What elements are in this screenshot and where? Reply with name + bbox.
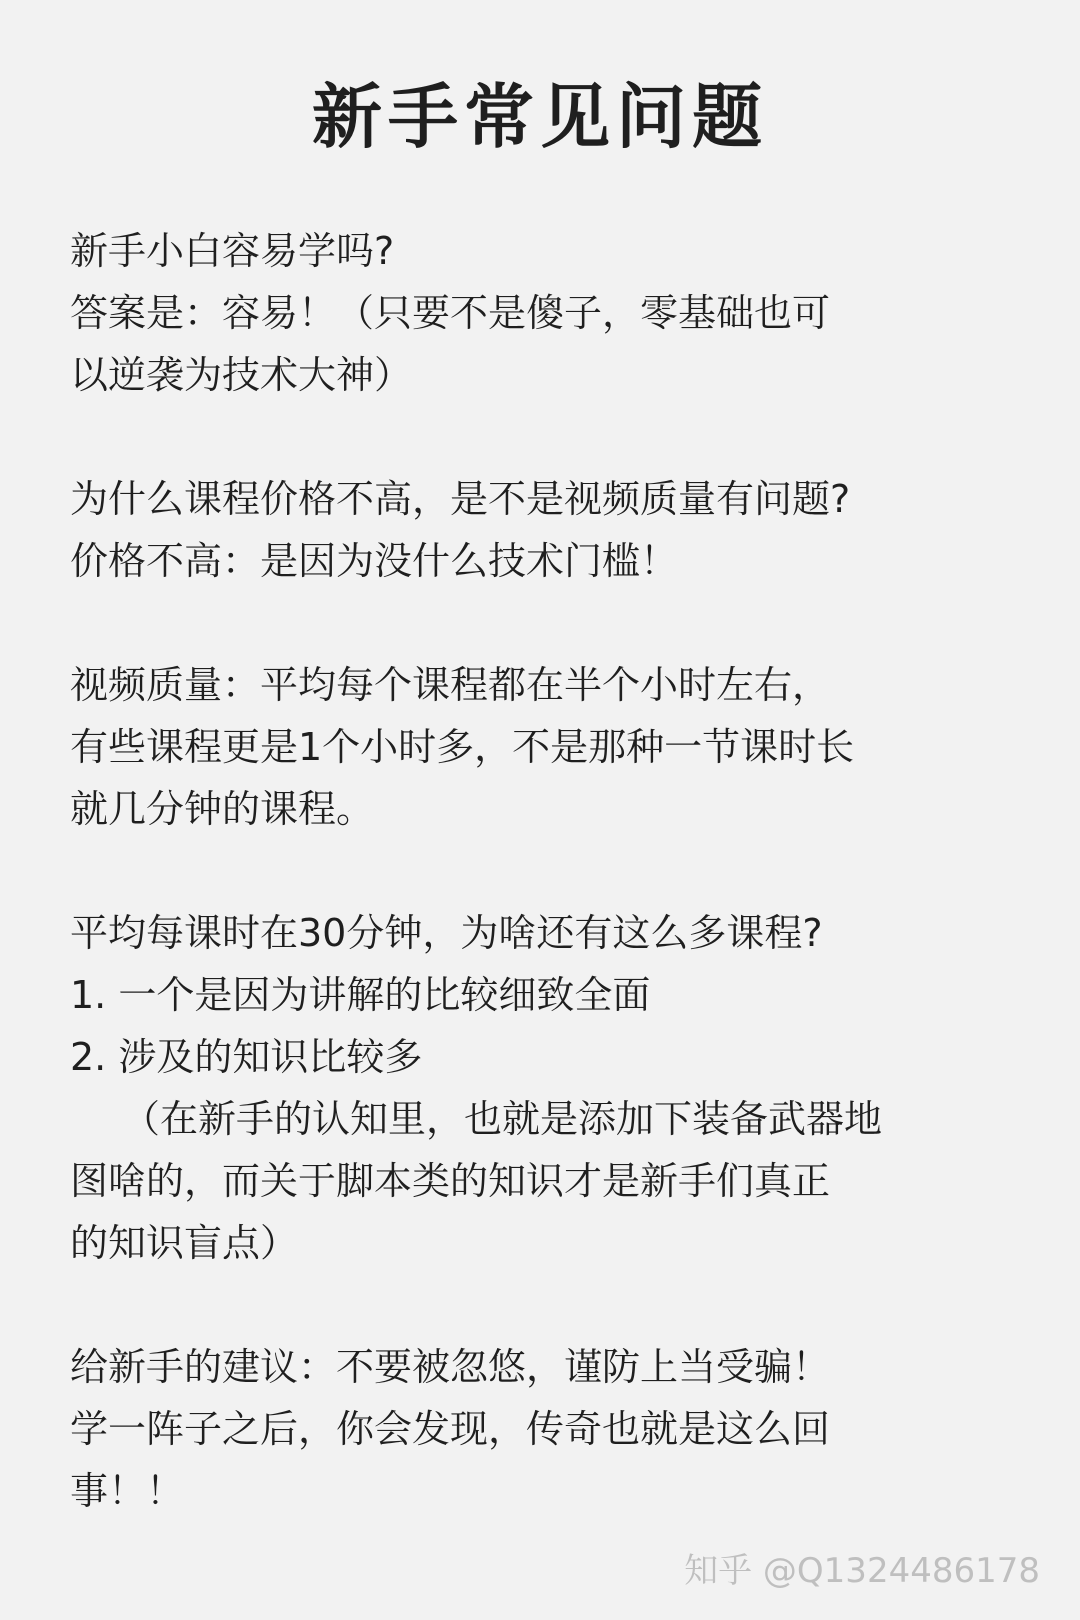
text-line: 事！！: [70, 1469, 185, 1513]
list-item-1: 1. 一个是因为讲解的比较细致全面: [70, 973, 651, 1017]
faq-paragraph-2: [70, 468, 1030, 592]
faq-paragraph-3: [70, 654, 1030, 840]
faq-paragraph-1: [70, 220, 1030, 406]
list-item-2: 2. 涉及的知识比较多: [70, 1035, 423, 1079]
faq-paragraph-5: [70, 1336, 1030, 1522]
text-line: 图啥的，而关于脚本类的知识才是新手们真正: [70, 1159, 831, 1203]
text-line: 有些课程更是1个小时多，不是那种一节课时长: [70, 725, 855, 769]
text-line: 平均每课时在30分钟，为啥还有这么多课程?: [70, 911, 823, 955]
text-line: 为什么课程价格不高，是不是视频质量有问题?: [70, 477, 851, 521]
watermark: 知乎 @Q1324486178: [684, 1551, 1040, 1591]
text-line: 的知识盲点）: [70, 1221, 299, 1265]
text-line: 视频质量：平均每个课程都在半个小时左右，: [70, 663, 831, 707]
text-line: 答案是：容易！（只要不是傻子，零基础也可: [70, 291, 831, 335]
text-line: 价格不高：是因为没什么技术门槛！: [70, 539, 679, 583]
text-line: 学一阵子之后，你会发现，传奇也就是这么回: [70, 1407, 831, 1451]
page-title: 新手常见问题: [312, 76, 768, 158]
text-line: 以逆袭为技术大神）: [70, 353, 413, 397]
text-line: （在新手的认知里，也就是添加下装备武器地: [122, 1097, 883, 1141]
faq-paragraph-4: [70, 902, 1030, 1274]
text-line: 新手小白容易学吗?: [70, 229, 395, 273]
faq-content: [70, 220, 1030, 1522]
text-line: 就几分钟的课程。: [70, 787, 375, 831]
text-line: 给新手的建议：不要被忽悠，谨防上当受骗！: [70, 1345, 831, 1389]
